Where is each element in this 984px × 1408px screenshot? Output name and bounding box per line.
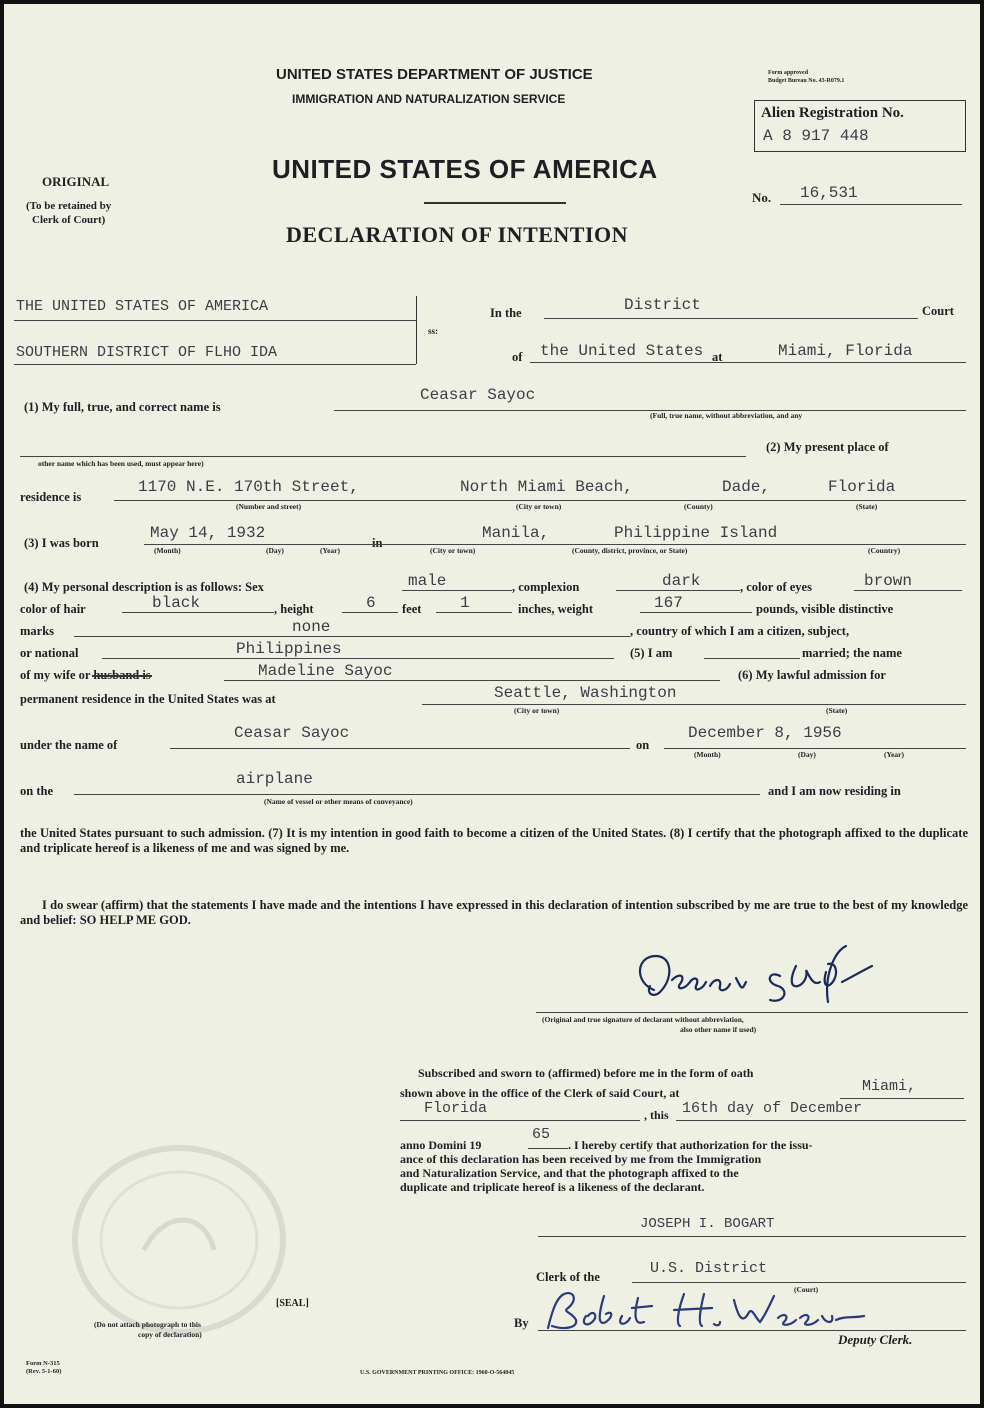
form-number: Form N-315 <box>26 1360 60 1367</box>
complexion-label: , complexion <box>512 580 580 594</box>
anno-label: anno Domini 19 <box>400 1138 482 1152</box>
country-label: , country of which I am a citizen, subject, <box>630 624 850 638</box>
full-name-caption-a: (Full, true name, without abbreviation, and any <box>650 411 803 420</box>
at-label: at <box>712 350 723 364</box>
certify-line-b: ance of this declaration has been received by me from the Immigration <box>400 1152 762 1166</box>
court-caption: (Court) <box>794 1285 819 1294</box>
this-label: , this <box>644 1108 669 1122</box>
in-the-label: In the <box>490 306 522 320</box>
item6-label: (6) My lawful admission for <box>738 668 886 682</box>
wife-label: of my wife or husband is <box>20 668 151 682</box>
birth-in-label: in <box>372 536 383 550</box>
form-approved-2: Budget Bureau No. 43-R079.1 <box>768 78 845 84</box>
conveyance-value: airplane <box>236 770 313 788</box>
caption-birth-city: (City or town) <box>430 546 476 555</box>
form-title: DECLARATION OF INTENTION <box>286 222 629 247</box>
number-label: No. <box>752 190 772 205</box>
ss-label: ss: <box>428 326 439 336</box>
residence-county: Dade, <box>722 478 771 496</box>
original-label: ORIGINAL <box>42 174 110 189</box>
height-feet: 6 <box>366 594 376 612</box>
under-name-value: Ceasar Sayoc <box>234 724 350 742</box>
hair-value: black <box>152 594 201 612</box>
declaration-of-intention-form <box>4 4 980 1404</box>
certify-line-c: and Naturalization Service, and that the photograph affixed to the <box>400 1166 739 1180</box>
clerk-of-label: Clerk of the <box>536 1270 600 1284</box>
form-revision: (Rev. 5-1-60) <box>26 1368 62 1375</box>
signature-caption-a: (Original and true signature of declarant without abbreviation, <box>542 1015 744 1024</box>
of-label: of <box>512 350 523 364</box>
retained-note-1: (To be retained by <box>26 200 112 212</box>
admission-on-label: on <box>636 738 650 752</box>
photo-note-a: (Do not attach photograph to this <box>94 1320 201 1329</box>
title-rule <box>424 202 566 204</box>
caption-street: (Number and street) <box>236 502 302 511</box>
photo-note-b: copy of declaration) <box>138 1330 202 1339</box>
eyes-label: , color of eyes <box>740 580 812 594</box>
sex-value: male <box>408 572 447 590</box>
description-label: (4) My personal description is as follows: Sex <box>24 580 264 594</box>
jurat-place-1: Miami, <box>862 1078 917 1095</box>
form-approved-1: Form approved <box>768 70 809 76</box>
on-the-label: on the <box>20 784 53 798</box>
signature-caption-b: also other name if used) <box>680 1025 757 1034</box>
hair-label: color of hair <box>20 602 86 616</box>
department-heading: UNITED STATES DEPARTMENT OF JUSTICE <box>276 66 593 83</box>
jurat-line-1: Subscribed and sworn to (affirmed) before me in the form of oath <box>418 1066 754 1080</box>
birth-label: (3) I was born <box>24 536 99 550</box>
service-heading: IMMIGRATION AND NATURALIZATION SERVICE <box>292 92 566 106</box>
marks-label: marks <box>20 624 55 638</box>
alien-registration-box <box>754 100 966 152</box>
caption-birth-province: (County, district, province, or State) <box>572 546 688 555</box>
eyes-value: brown <box>864 572 913 590</box>
alien-registration-number: A 8 917 448 <box>763 127 869 145</box>
caption-state-line: THE UNITED STATES OF AMERICA <box>16 298 269 315</box>
married-label: married; the name <box>802 646 902 660</box>
caption-admission-year: (Year) <box>884 750 904 759</box>
caption-county: (County) <box>684 502 713 511</box>
jurat-day: 16th day of December <box>682 1100 863 1117</box>
residence-label: (2) My present place of <box>766 440 889 454</box>
declaration-number: 16,531 <box>800 184 858 202</box>
court-of: the United States <box>540 342 704 360</box>
caption-district-line: SOUTHERN DISTRICT OF FLHO IDA <box>16 344 278 361</box>
residence-city: North Miami Beach, <box>460 478 633 496</box>
residence-street: 1170 N.E. 170th Street, <box>138 478 359 496</box>
caption-month: (Month) <box>154 546 181 555</box>
admission-label: permanent residence in the United States was at <box>20 692 276 706</box>
residing-label: and I am now residing in <box>768 784 901 798</box>
pounds-label: pounds, visible distinctive <box>756 602 894 616</box>
deputy-clerk-label: Deputy Clerk. <box>838 1332 913 1347</box>
marks-value: none <box>292 618 331 636</box>
national-label: or national <box>20 646 79 660</box>
caption-admission-day: (Day) <box>798 750 816 759</box>
intention-paragraph: the United States pursuant to such admission. (7) It is my intention in good faith to become a citizen of the United States. (8) I certify that the photograph affixed to the duplicate and triplicate hereof is a likeness of me and was signed by me. <box>20 826 968 855</box>
caption-year: (Year) <box>320 546 340 555</box>
full-name-label: (1) My full, true, and correct name is <box>24 400 221 414</box>
item5-label: (5) I am <box>630 646 673 660</box>
country-heading: UNITED STATES OF AMERICA <box>272 154 658 184</box>
admission-place: Seattle, Washington <box>494 684 677 702</box>
alien-registration-label: Alien Registration No. <box>761 105 904 121</box>
caption-admission-month: (Month) <box>694 750 721 759</box>
clerk-name: JOSEPH I. BOGART <box>640 1216 775 1232</box>
conveyance-caption: (Name of vessel or other means of conveyance) <box>264 797 413 806</box>
feet-label: feet <box>402 602 422 616</box>
court-label: Court <box>922 304 954 318</box>
caption-state: (State) <box>856 502 878 511</box>
height-label: , height <box>274 602 314 616</box>
residence-state: Florida <box>828 478 896 496</box>
caption-admission-state: (State) <box>826 706 848 715</box>
height-inches: 1 <box>460 594 470 612</box>
declarant-signature <box>614 942 894 1022</box>
under-name-label: under the name of <box>20 738 118 752</box>
embossed-seal <box>64 1140 294 1340</box>
full-name-value: Ceasar Sayoc <box>420 386 536 404</box>
birth-date: May 14, 1932 <box>150 524 266 542</box>
wife-name: Madeline Sayoc <box>258 662 393 680</box>
court-type: District <box>624 296 701 314</box>
caption-admission-city: (City or town) <box>514 706 560 715</box>
caption-bracket <box>416 296 417 364</box>
caption-city: (City or town) <box>516 502 562 511</box>
by-label: By <box>514 1316 529 1330</box>
weight-value: 167 <box>654 594 683 612</box>
inches-weight-label: inches, weight <box>518 602 593 616</box>
jurat-year: 65 <box>532 1126 551 1143</box>
printing-office: U.S. GOVERNMENT PRINTING OFFICE: 1960-O-564845 <box>360 1370 515 1376</box>
birth-province: Philippine Island <box>614 524 778 542</box>
residence-label-2: residence is <box>20 490 82 504</box>
certify-line-d: duplicate and triplicate hereof is a likeness of the declarant. <box>400 1180 705 1194</box>
struck-out-text <box>92 675 152 677</box>
full-name-caption-b: other name which has been used, must appear here) <box>38 459 204 468</box>
jurat-place-2: Florida <box>424 1100 488 1117</box>
nationality-value: Philippines <box>236 640 342 658</box>
jurat-line-2: shown above in the office of the Clerk of said Court, at <box>400 1086 680 1100</box>
seal-label: [SEAL] <box>276 1298 309 1309</box>
court-location: Miami, Florida <box>778 342 913 360</box>
complexion-value: dark <box>662 572 701 590</box>
admission-date: December 8, 1956 <box>688 724 842 742</box>
caption-birth-country: (Country) <box>868 546 901 555</box>
birth-city: Manila, <box>482 524 550 542</box>
oath-paragraph: I do swear (affirm) that the statements I have made and the intentions I have expressed in this declaration of intention subscribed by me are true to the best of my knowledge and belief: SO HELP ME GOD. <box>20 898 968 927</box>
retained-note-2: Clerk of Court) <box>32 214 106 226</box>
caption-day: (Day) <box>266 546 284 555</box>
clerk-court: U.S. District <box>650 1260 768 1277</box>
certify-line-a: . I hereby certify that authorization for the issu- <box>568 1138 813 1152</box>
